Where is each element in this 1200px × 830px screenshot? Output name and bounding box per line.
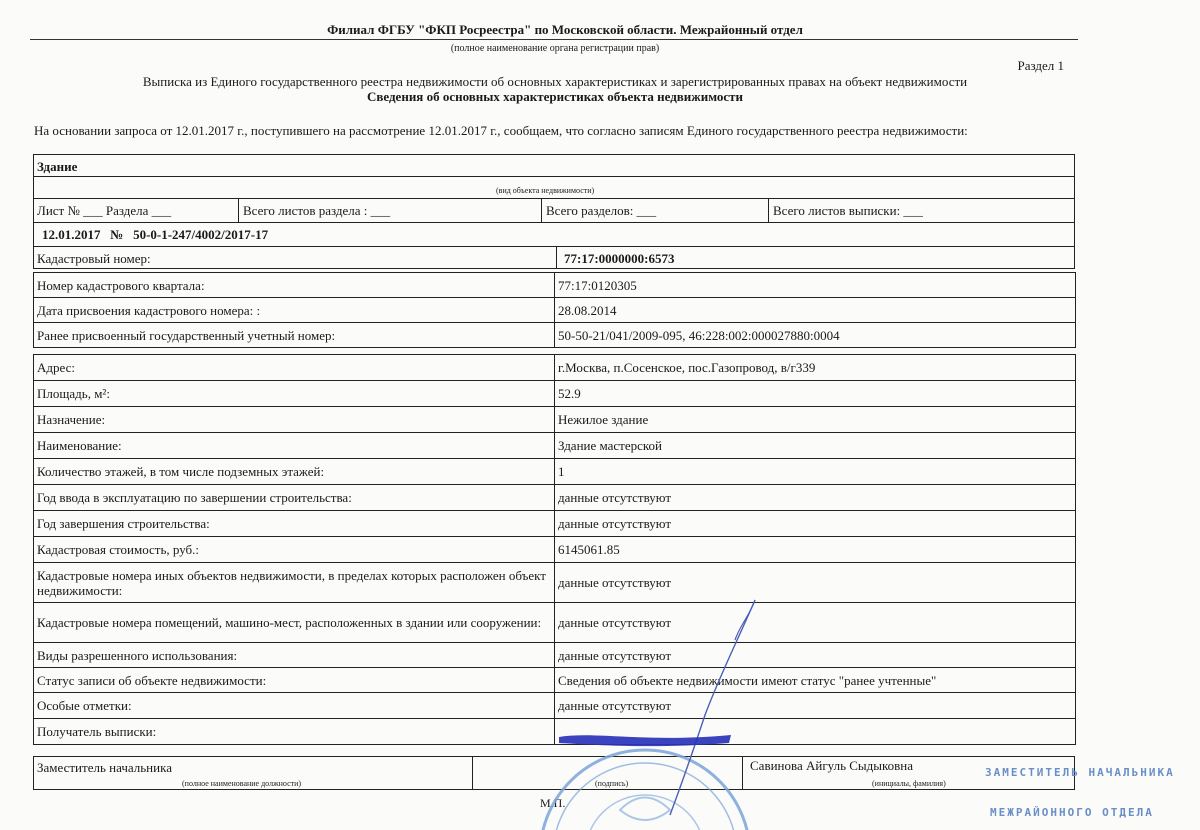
row-value: 50-50-21/041/2009-095, 46:228:002:000027880:0004 [555, 323, 1076, 348]
row-label: Статус записи об объекте недвижимости: [34, 668, 555, 693]
stamp-line-1: ЗАМЕСТИТЕЛЬ НАЧАЛЬНИКА [985, 766, 1175, 779]
table-row [34, 433, 1076, 459]
table-row [34, 693, 1076, 719]
organization-title: Филиал ФГБУ "ФКП Росреестра" по Московской области. Межрайонный отдел [327, 22, 803, 37]
row-label: Наименование: [34, 433, 555, 459]
sheets-in-section: Всего листов раздела : ___ [243, 203, 391, 218]
table-row [34, 537, 1076, 563]
row-value: 6145061.85 [555, 537, 1076, 563]
table-row [34, 407, 1076, 433]
row-value: г.Москва, п.Сосенское, пос.Газопровод, в/г339 [555, 355, 1076, 381]
request-basis-text: На основании запроса от 12.01.2017 г., поступившего на рассмотрение 12.01.2017 г., сообщаем, что согласно записям Единого государственного реестра недвижимости: [34, 123, 968, 138]
row-label: Кадастровая стоимость, руб.: [34, 537, 555, 563]
object-type-caption: (вид объекта недвижимости) [496, 186, 595, 195]
signer-name-caption: (инициалы, фамилия) [872, 779, 946, 788]
row-label: Площадь, м²: [34, 381, 555, 407]
object-type: Здание [37, 159, 78, 174]
table-row [34, 323, 1076, 348]
row-label: Виды разрешенного использования: [34, 643, 555, 668]
signer-name: Савинова Айгуль Сыдыковна [750, 758, 914, 773]
header-underline [30, 39, 1078, 40]
row-value: 28.08.2014 [555, 298, 1076, 323]
document-subtitle-bold: Сведения об основных характеристиках объекта недвижимости [366, 89, 744, 104]
row-value: Сведения об объекте недвижимости имеют статус "ранее учтенные" [555, 668, 1076, 693]
row-label: Кадастровые номера помещений, машино-мест, расположенных в здании или сооружении: [34, 603, 555, 643]
characteristics-table [33, 354, 1076, 745]
row-label: Ранее присвоенный государственный учетный номер: [34, 323, 555, 348]
row-value: Здание мастерской [555, 433, 1076, 459]
row-value: данные отсутствуют [555, 603, 1076, 643]
row-label: Номер кадастрового квартала: [34, 273, 555, 298]
document-subtitle: Выписка из Единого государственного реестра недвижимости об основных характеристиках и зарегистрированных правах на объект недвижимости [142, 74, 968, 89]
row-label: Год ввода в эксплуатацию по завершении строительства: [34, 485, 555, 511]
signer-position-caption: (полное наименование должности) [182, 779, 302, 788]
signature-caption: (подпись) [595, 779, 629, 788]
stamp-line-2: МЕЖРАЙОННОГО ОТДЕЛА [990, 806, 1154, 819]
table-row [34, 603, 1076, 643]
row-value: данные отсутствуют [555, 511, 1076, 537]
row-value: данные отсутствуют [555, 693, 1076, 719]
organization-caption: (полное наименование органа регистрации прав) [450, 43, 660, 54]
row-label: Назначение: [34, 407, 555, 433]
sheet-number: Лист № ___ Раздела ___ [37, 203, 172, 218]
row-label: Кадастровые номера иных объектов недвижимости, в пределах которых расположен объект недвижимости: [34, 563, 555, 603]
row-value: 1 [555, 459, 1076, 485]
row-label: Количество этажей, в том числе подземных этажей: [34, 459, 555, 485]
row-value: Нежилое здание [555, 407, 1076, 433]
row-value: данные отсутствуют [555, 485, 1076, 511]
row-label: Особые отметки: [34, 693, 555, 719]
row-label: Год завершения строительства: [34, 511, 555, 537]
signer-position: Заместитель начальника [37, 760, 172, 775]
table-row [34, 668, 1076, 693]
redaction-mark [555, 727, 735, 749]
handwritten-signature [640, 595, 770, 825]
table-row [34, 563, 1076, 603]
table-row [34, 298, 1076, 323]
seal-place-label: М.П. [540, 796, 566, 810]
cadastral-number-value: 77:17:0000000:6573 [564, 251, 675, 266]
total-sheets: Всего листов выписки: ___ [773, 203, 923, 218]
row-value: данные отсутствуют [555, 563, 1076, 603]
table-row [34, 459, 1076, 485]
table-row [34, 273, 1076, 298]
row-value: 77:17:0120305 [555, 273, 1076, 298]
total-sections: Всего разделов: ___ [546, 203, 657, 218]
cadastral-number-label: Кадастровый номер: [37, 251, 151, 266]
table-row [34, 355, 1076, 381]
row-label: Адрес: [34, 355, 555, 381]
table-row [34, 381, 1076, 407]
row-label: Получатель выписки: [34, 719, 555, 745]
row-value: 52.9 [555, 381, 1076, 407]
section-label: Раздел 1 [1017, 58, 1064, 73]
cadastral-info-table [33, 272, 1076, 348]
table-row [34, 485, 1076, 511]
record-number: 12.01.2017 № 50-0-1-247/4002/2017-17 [42, 227, 269, 242]
table-row [34, 643, 1076, 668]
row-label: Дата присвоения кадастрового номера: : [34, 298, 555, 323]
table-row [34, 511, 1076, 537]
row-value: данные отсутствуют [555, 643, 1076, 668]
